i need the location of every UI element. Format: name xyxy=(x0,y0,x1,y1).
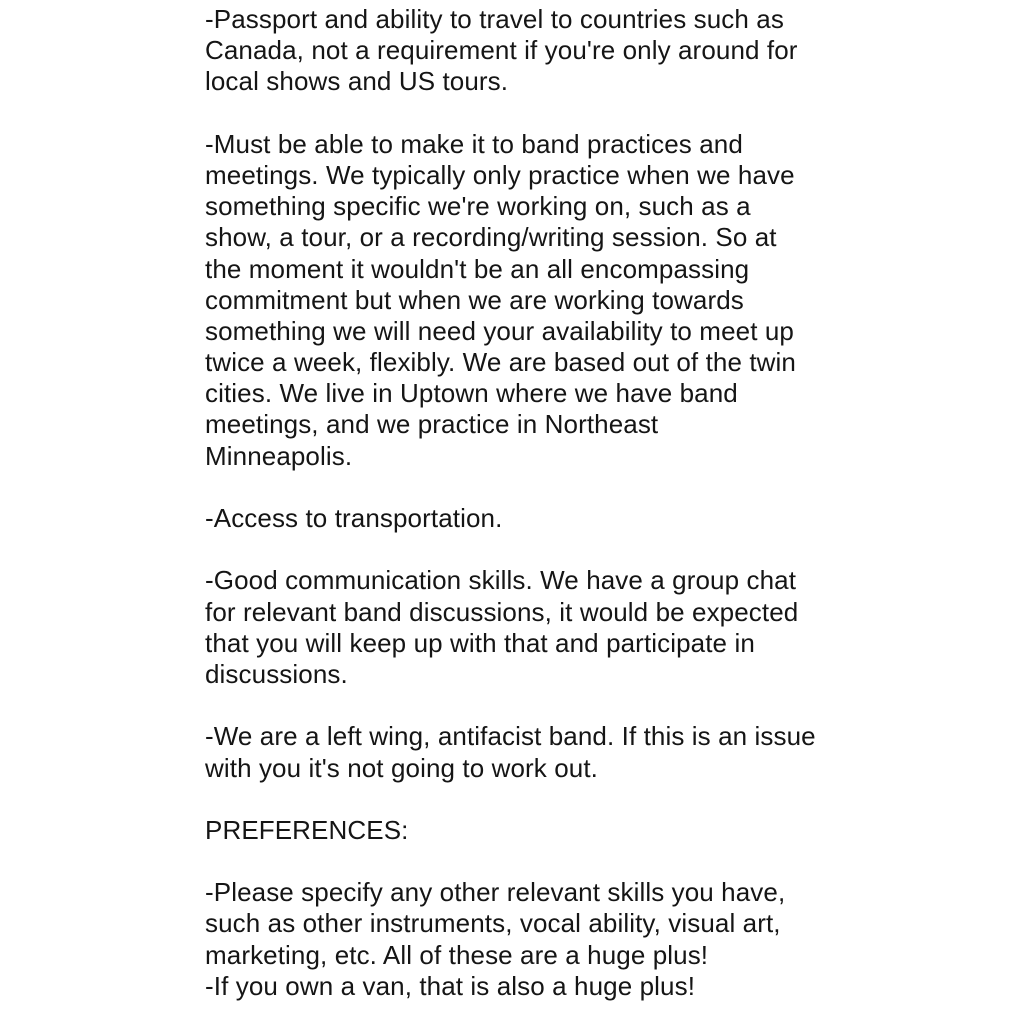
text-line: -We are a left wing, antifacist band. If this is an issue xyxy=(205,721,816,752)
text-line: marketing, etc. All of these are a huge plus! xyxy=(205,939,709,970)
paragraph-practices xyxy=(205,129,845,472)
text-line: show, a tour, or a recording/writing session. So at xyxy=(205,222,777,253)
text-line: -Must be able to make it to band practices and xyxy=(205,128,743,159)
paragraph-communication xyxy=(205,565,845,690)
text-line: something specific we're working on, such as a xyxy=(205,191,751,222)
text-line: meetings. We typically only practice when we have xyxy=(205,159,795,190)
text-line: with you it's not going to work out. xyxy=(205,752,598,783)
paragraph-spacer xyxy=(205,472,845,503)
paragraph-transportation xyxy=(205,503,845,534)
paragraph-spacer xyxy=(205,784,845,815)
text-line: -Good communication skills. We have a group chat xyxy=(205,565,797,596)
text-line: the moment it wouldn't be an all encompassing xyxy=(205,253,750,284)
text-line: -If you own a van, that is also a huge plus! xyxy=(205,970,696,1001)
text-line: something we will need your availability to meet up xyxy=(205,315,794,346)
section-heading: PREFERENCES: xyxy=(205,814,409,845)
text-line: Canada, not a requirement if you're only around for xyxy=(205,35,798,66)
paragraph-spacer xyxy=(205,534,845,565)
text-line: discussions. xyxy=(205,658,348,689)
document-body xyxy=(205,4,845,1002)
preferences-heading xyxy=(205,815,845,846)
paragraph-spacer xyxy=(205,690,845,721)
text-line: -Passport and ability to travel to countries such as xyxy=(205,4,784,34)
text-line: commitment but when we are working towards xyxy=(205,284,744,315)
paragraph-spacer xyxy=(205,846,845,877)
paragraph-passport xyxy=(205,4,845,98)
text-line: cities. We live in Uptown where we have band xyxy=(205,378,738,409)
text-line: for relevant band discussions, it would be expected xyxy=(205,596,799,627)
paragraph-politics xyxy=(205,721,845,783)
paragraph-skills-and-van xyxy=(205,877,845,1002)
text-line: Minneapolis. xyxy=(205,440,353,471)
text-line: twice a week, flexibly. We are based out of the twin xyxy=(205,347,796,378)
text-line: -Access to transportation. xyxy=(205,503,503,533)
text-line: -Please specify any other relevant skills you have, xyxy=(205,877,786,908)
text-line: meetings, and we practice in Northeast xyxy=(205,409,659,440)
text-line: such as other instruments, vocal ability, visual art, xyxy=(205,908,781,939)
paragraph-spacer xyxy=(205,98,845,129)
text-line: that you will keep up with that and participate in xyxy=(205,627,755,658)
text-line: local shows and US tours. xyxy=(205,66,509,97)
